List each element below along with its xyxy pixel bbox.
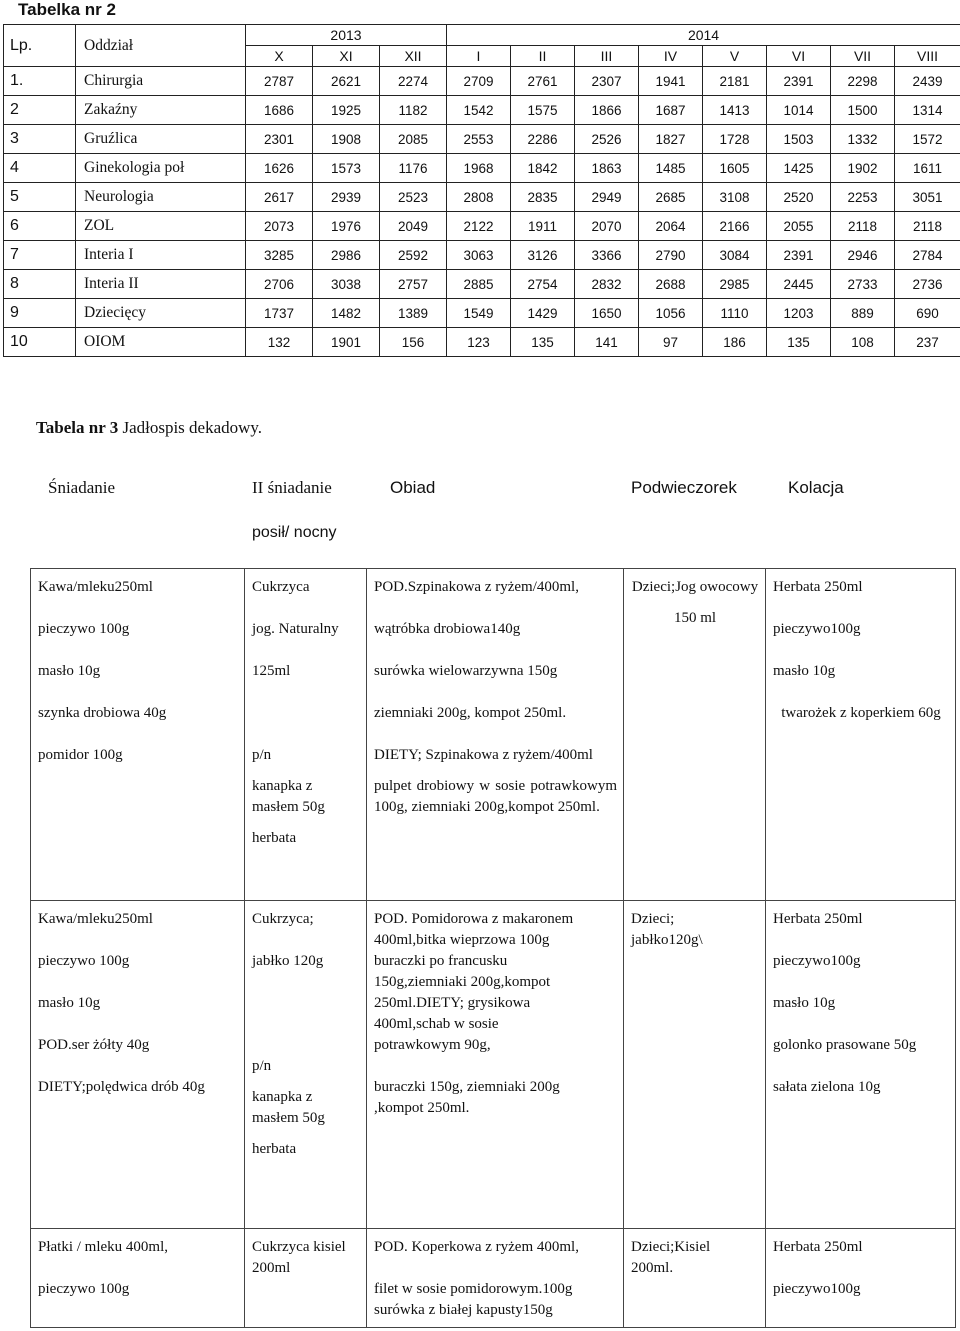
table-cell: 132 [246,328,313,357]
table-cell: 123 [447,328,511,357]
table3-title-bold: Tabela nr 3 [36,418,119,437]
menu-item: pulpet drobiowy w sosie potrawkowym 100g, ziemniaki 200g,kompot 250ml. [374,778,617,815]
table-cell: 2685 [639,183,703,212]
table-cell: 3063 [447,241,511,270]
row-dept: Dziecięcy [76,299,246,328]
menu-item: p/n [252,1058,272,1074]
table-cell: 1542 [447,96,511,125]
table-cell: 1686 [246,96,313,125]
table-cell: 2298 [831,67,895,96]
menu-item: golonko prasowane 50g [773,1037,917,1053]
table-row [4,328,960,357]
menu-item: Herbata 250ml [773,1239,863,1255]
table-cell: 1968 [447,154,511,183]
menu-cell-afternoon-snack [624,901,766,1229]
table-cell: 2122 [447,212,511,241]
row-lp: 4 [4,154,76,183]
row-dept: OIOM [76,328,246,357]
menu-item: Herbata 250ml [773,579,863,595]
table-cell: 2085 [380,125,447,154]
month-header: VIII [895,46,960,67]
menu-cell-afternoon-snack [624,569,766,901]
table-cell: 1941 [639,67,703,96]
menu-item: masło 10g [38,995,101,1011]
year-2013-header: 2013 [246,25,447,46]
table-cell: 1976 [313,212,380,241]
table-cell: 1737 [246,299,313,328]
table-cell: 237 [895,328,960,357]
table-cell: 1182 [380,96,447,125]
header-ii-sniadanie: II śniadanie [252,478,332,497]
table-cell: 1203 [767,299,831,328]
table-cell: 3038 [313,270,380,299]
table-cell: 2592 [380,241,447,270]
table-cell: 889 [831,299,895,328]
year-2014-header: 2014 [447,25,960,46]
menu-cell-second-breakfast [245,901,367,1229]
menu-row-2 [31,901,956,1229]
table-cell: 1866 [575,96,639,125]
menu-item: ziemniaki 200g, kompot 250ml. [374,705,567,721]
menu-item: Kawa/mleku250ml [38,911,153,927]
table2-title: Tabelka nr 2 [18,0,116,19]
table-cell: 3285 [246,241,313,270]
menu-cell-breakfast [31,1229,245,1328]
menu-item: POD. Pomidorowa z makaronem 400ml,bitka wieprzowa 100g buraczki po francusku 150g,ziemniaki 200g,kompot 250ml.DIETY; grysikowa 400ml,schab w sosie potrawkowym 90g, [374,911,574,1053]
table3-title-rest: Jadłospis dekadowy. [118,418,263,437]
month-header: XI [313,46,380,67]
menu-cell-supper [766,901,956,1229]
table-cell: 135 [511,328,575,357]
month-header: II [511,46,575,67]
table-cell: 690 [895,299,960,328]
table-cell: 2949 [575,183,639,212]
table-cell: 2761 [511,67,575,96]
month-header: III [575,46,639,67]
table-cell: 2985 [703,270,767,299]
table-cell: 1413 [703,96,767,125]
table-cell: 2688 [639,270,703,299]
menu-item: 125ml [252,663,291,679]
table-cell: 1425 [767,154,831,183]
table-cell: 3051 [895,183,960,212]
table-cell: 2118 [831,212,895,241]
table-row [4,154,960,183]
table-cell: 2946 [831,241,895,270]
table-cell: 3084 [703,241,767,270]
table-cell: 1901 [313,328,380,357]
row-lp: 7 [4,241,76,270]
row-dept: Gruźlica [76,125,246,154]
table-cell: 2617 [246,183,313,212]
table-cell: 3108 [703,183,767,212]
menu-item: pomidor 100g [38,747,123,763]
table-cell: 2274 [380,67,447,96]
table-row [4,241,960,270]
menu-item: masło 10g [773,995,836,1011]
table-cell: 2736 [895,270,960,299]
table-cell: 1827 [639,125,703,154]
table-cell: 1605 [703,154,767,183]
table3-title [36,418,262,438]
table-cell: 1176 [380,154,447,183]
menu-row-1 [31,569,956,901]
table-cell: 2832 [575,270,639,299]
header-obiad: Obiad [390,478,436,497]
header-posil-nocny: posił/ nocny [252,524,337,541]
table-cell: 2523 [380,183,447,212]
menu-item: jabłko 120g [252,953,324,969]
table-cell: 2073 [246,212,313,241]
table-cell: 2166 [703,212,767,241]
menu-item: masło 10g [38,663,101,679]
table-row [4,67,960,96]
menu-item: Cukrzyca kisiel 200ml [252,1239,346,1276]
menu-item: filet w sosie pomidorowym.100g surówka z białej kapusty150g [374,1281,573,1318]
table-cell: 2445 [767,270,831,299]
month-header: I [447,46,511,67]
table-cell: 2049 [380,212,447,241]
table-cell: 156 [380,328,447,357]
col-lp-header: Lp. [4,25,76,67]
menu-item: pieczywo100g [773,953,861,969]
menu-item: pieczywo 100g [38,1281,130,1297]
row-lp: 8 [4,270,76,299]
table-row [4,270,960,299]
menu-row-3 [31,1229,956,1328]
table-cell: 2733 [831,270,895,299]
month-header: IV [639,46,703,67]
table-cell: 108 [831,328,895,357]
menu-item: herbata [252,830,297,846]
table-cell: 2253 [831,183,895,212]
table-cell: 2118 [895,212,960,241]
table-cell: 1842 [511,154,575,183]
menu-item: kanapka z masłem 50g [252,1089,325,1126]
month-header: V [703,46,767,67]
table-cell: 141 [575,328,639,357]
table-cell: 1572 [895,125,960,154]
table-cell: 2286 [511,125,575,154]
menu-item: POD. Koperkowa z ryżem 400ml, [374,1239,579,1255]
table-cell: 3366 [575,241,639,270]
menu-cell-lunch [367,569,624,901]
menu-item: szynka drobiowa 40g [38,705,167,721]
table-cell: 2709 [447,67,511,96]
row-lp: 2 [4,96,76,125]
table-cell: 2391 [767,67,831,96]
menu-cell-lunch [367,1229,624,1328]
table-cell: 1687 [639,96,703,125]
table-cell: 2787 [246,67,313,96]
menu-item: surówka wielowarzywna 150g [374,663,558,679]
ward-table [3,24,960,357]
header-sniadanie: Śniadanie [48,478,116,497]
menu-item: POD.ser żółty 40g [38,1037,150,1053]
menu-item: Kawa/mleku250ml [38,579,153,595]
menu-item: Płatki / mleku 400ml, [38,1239,168,1255]
table-cell: 1863 [575,154,639,183]
row-lp: 9 [4,299,76,328]
header-kolacja: Kolacja [788,478,844,497]
menu-item: Dzieci;Kisiel 200ml. [631,1239,711,1276]
menu-item: POD.Szpinakowa z ryżem/400ml, [374,579,579,595]
table-cell: 2391 [767,241,831,270]
menu-item: Herbata 250ml [773,911,863,927]
table-row [4,183,960,212]
table-cell: 2064 [639,212,703,241]
table-cell: 2808 [447,183,511,212]
table-cell: 1014 [767,96,831,125]
row-lp: 5 [4,183,76,212]
table-cell: 1650 [575,299,639,328]
table-cell: 2757 [380,270,447,299]
table-cell: 1611 [895,154,960,183]
menu-item: kanapka z masłem 50g [252,778,325,815]
menu-cell-second-breakfast [245,1229,367,1328]
table-cell: 3126 [511,241,575,270]
table-cell: 1728 [703,125,767,154]
month-header: X [246,46,313,67]
row-lp: 3 [4,125,76,154]
row-lp: 6 [4,212,76,241]
table-cell: 2784 [895,241,960,270]
table-cell: 2526 [575,125,639,154]
table-cell: 2055 [767,212,831,241]
menu-cell-supper [766,569,956,901]
table-cell: 2835 [511,183,575,212]
table-cell: 1575 [511,96,575,125]
table-row [4,299,960,328]
table-cell: 186 [703,328,767,357]
month-header: VI [767,46,831,67]
menu-item: pieczywo100g [773,1281,861,1297]
row-dept: Chirurgia [76,67,246,96]
month-header: VII [831,46,895,67]
table-cell: 2706 [246,270,313,299]
table-cell: 1573 [313,154,380,183]
menu-item: 150 ml [673,610,717,626]
menu-cell-supper [766,1229,956,1328]
table-row [4,96,960,125]
menu-item: wątróbka drobiowa140g [374,621,521,637]
table-cell: 2301 [246,125,313,154]
menu-cell-second-breakfast [245,569,367,901]
row-dept: Ginekologia poł [76,154,246,183]
menu-item: sałata zielona 10g [773,1079,881,1095]
row-dept: ZOL [76,212,246,241]
table-cell: 97 [639,328,703,357]
menu-table [30,568,956,1328]
menu-item: herbata [252,1141,297,1157]
month-header: XII [380,46,447,67]
table-row [4,125,960,154]
table-cell: 1429 [511,299,575,328]
table-cell: 1911 [511,212,575,241]
menu-item: twarożek z koperkiem 60g [781,705,941,721]
menu-item: pieczywo 100g [38,621,130,637]
menu-item: buraczki 150g, ziemniaki 200g ,kompot 250ml. [374,1079,560,1116]
table-cell: 1389 [380,299,447,328]
row-dept: Neurologia [76,183,246,212]
table-cell: 2754 [511,270,575,299]
menu-item: Dzieci;Jog owocowy [631,579,759,595]
table-cell: 2070 [575,212,639,241]
table-cell: 2986 [313,241,380,270]
menu-cell-breakfast [31,901,245,1229]
table-cell: 2181 [703,67,767,96]
row-dept: Interia II [76,270,246,299]
menu-item: Cukrzyca [252,579,310,595]
table-cell: 1626 [246,154,313,183]
table-cell: 135 [767,328,831,357]
menu-item: masło 10g [773,663,836,679]
table-cell: 1549 [447,299,511,328]
menu-cell-breakfast [31,569,245,901]
menu-item: p/n [252,747,272,763]
table-cell: 2790 [639,241,703,270]
row-dept: Interia I [76,241,246,270]
table-cell: 1925 [313,96,380,125]
table-cell: 2520 [767,183,831,212]
table-cell: 1482 [313,299,380,328]
table-cell: 1485 [639,154,703,183]
row-lp: 1. [4,67,76,96]
menu-item: pieczywo 100g [38,953,130,969]
table-cell: 1908 [313,125,380,154]
menu-item: jog. Naturalny [252,621,339,637]
menu-item: DIETY; Szpinakowa z ryżem/400ml [374,747,593,763]
table-cell: 1500 [831,96,895,125]
menu-item: Cukrzyca; [252,911,314,927]
header-podwieczorek: Podwieczorek [631,478,737,497]
table-cell: 1902 [831,154,895,183]
col-dept-header: Oddział [76,25,246,67]
table-row [4,212,960,241]
table-cell: 2553 [447,125,511,154]
table-cell: 1332 [831,125,895,154]
table-cell: 1314 [895,96,960,125]
table-header-row [4,25,960,46]
menu-item: DIETY;polędwica drób 40g [38,1079,205,1095]
menu-item: Dzieci; jabłko120g\ [631,911,703,948]
row-lp: 10 [4,328,76,357]
menu-item: pieczywo100g [773,621,861,637]
table-cell: 1503 [767,125,831,154]
table-cell: 2307 [575,67,639,96]
row-dept: Zakaźny [76,96,246,125]
menu-cell-lunch [367,901,624,1229]
table-cell: 2439 [895,67,960,96]
menu-cell-afternoon-snack [624,1229,766,1328]
table-cell: 2621 [313,67,380,96]
table-cell: 2885 [447,270,511,299]
table-cell: 1056 [639,299,703,328]
table-cell: 1110 [703,299,767,328]
table-cell: 2939 [313,183,380,212]
